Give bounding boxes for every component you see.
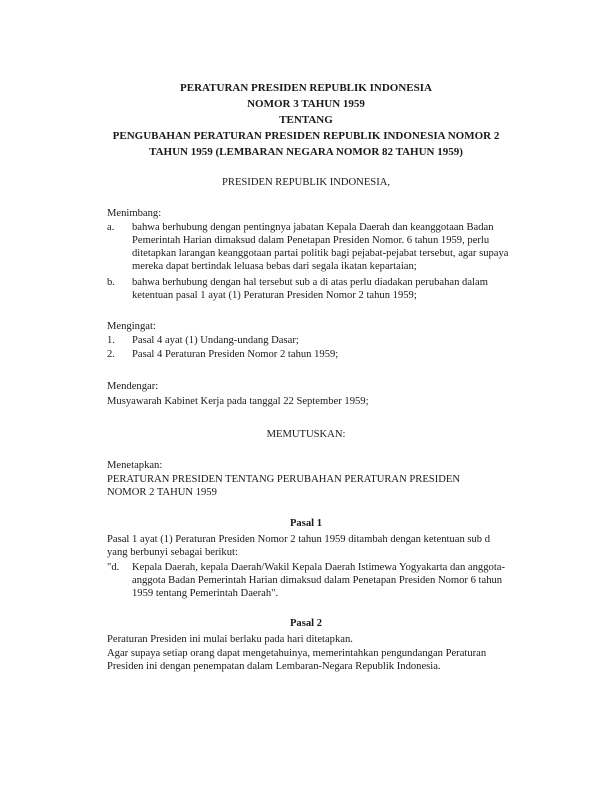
menetapkan-label: Menetapkan:	[107, 460, 163, 471]
title-line-4: PENGUBAHAN PERATURAN PRESIDEN REPUBLIK INDONESIA NOMOR 2	[112, 130, 500, 142]
title-line-2: NOMOR 3 TAHUN 1959	[247, 98, 365, 110]
pasal-2-line-1: Peraturan Presiden ini mulai berlaku pada hari ditetapkan.	[107, 634, 353, 645]
mengingat-item-2: Pasal 4 Peraturan Presiden Nomor 2 tahun 1959;	[132, 349, 339, 360]
menimbang-marker-b: b.	[107, 277, 115, 288]
mengingat-label: Mengingat:	[107, 321, 156, 332]
pasal-2-line-2: Agar supaya setiap orang dapat mengetahuinya, memerintahkan pengundangan Peraturan	[107, 648, 487, 659]
mengingat-item-1: Pasal 4 ayat (1) Undang-undang Dasar;	[132, 335, 299, 346]
menimbang-a-line-2: Pemerintah Harian dimaksud dalam Penetapan Presiden Nomor. 6 tahun 1959, perlu	[132, 235, 490, 246]
menimbang-a-line-4: mereka dapat bertindak leluasa bebas dari segala ikatan kepartaian;	[132, 261, 417, 272]
title-line-3: TENTANG	[279, 114, 333, 126]
issuer-line: PRESIDEN REPUBLIK INDONESIA,	[221, 177, 391, 188]
pasal-1-quote-line-3: 1959 tentang Pemerintah Daerah".	[132, 588, 279, 599]
mendengar-text: Musyawarah Kabinet Kerja pada tanggal 22 September 1959;	[107, 396, 369, 407]
pasal-1-quote-line-1: Kepala Daerah, kepala Daerah/Wakil Kepala Daerah Istimewa Yogyakarta dan anggota-	[132, 562, 505, 573]
menimbang-b-line-1: bahwa berhubung dengan hal tersebut sub a di atas perlu diadakan perubahan dalam	[132, 277, 488, 288]
pasal-1-line-1: Pasal 1 ayat (1) Peraturan Presiden Nomor 2 tahun 1959 ditambah dengan ketentuan sub d	[107, 534, 491, 545]
pasal-1-quote-line-2: anggota Badan Pemerintah Harian dimaksud dalam Penetapan Presiden Nomor 6 tahun	[132, 575, 503, 586]
menetapkan-line-1: PERATURAN PRESIDEN TENTANG PERUBAHAN PERATURAN PRESIDEN	[107, 474, 460, 485]
menimbang-b-line-2: ketentuan pasal 1 ayat (1) Peraturan Presiden Nomor 2 tahun 1959;	[132, 290, 417, 301]
pasal-1-quote-marker: "d.	[107, 562, 120, 573]
mengingat-marker-1: 1.	[107, 335, 115, 346]
title-line-5: TAHUN 1959 (LEMBARAN NEGARA NOMOR 82 TAHUN 1959)	[149, 146, 463, 158]
menimbang-label: Menimbang:	[107, 208, 162, 219]
menimbang-a-line-3: ditetapkan larangan keanggotaan partai politik bagi pejabat-pejabat tersebut, agar supaya	[132, 248, 509, 259]
menimbang-a-line-1: bahwa berhubung dengan pentingnya jabatan Kepala Daerah dan keanggotaan Badan	[132, 222, 494, 233]
memutuskan-heading: MEMUTUSKAN:	[266, 429, 346, 440]
menimbang-marker-a: a.	[107, 222, 115, 233]
pasal-1-title: Pasal 1	[289, 518, 323, 529]
menetapkan-line-2: NOMOR 2 TAHUN 1959	[107, 487, 217, 498]
title-line-1: PERATURAN PRESIDEN REPUBLIK INDONESIA	[180, 82, 432, 94]
pasal-1-line-2: yang berbunyi sebagai berikut:	[107, 547, 238, 558]
mengingat-marker-2: 2.	[107, 349, 115, 360]
pasal-2-line-3: Presiden ini dengan penempatan dalam Lembaran-Negara Republik Indonesia.	[107, 661, 441, 672]
mendengar-label: Mendengar:	[107, 381, 159, 392]
pasal-2-title: Pasal 2	[289, 618, 323, 629]
